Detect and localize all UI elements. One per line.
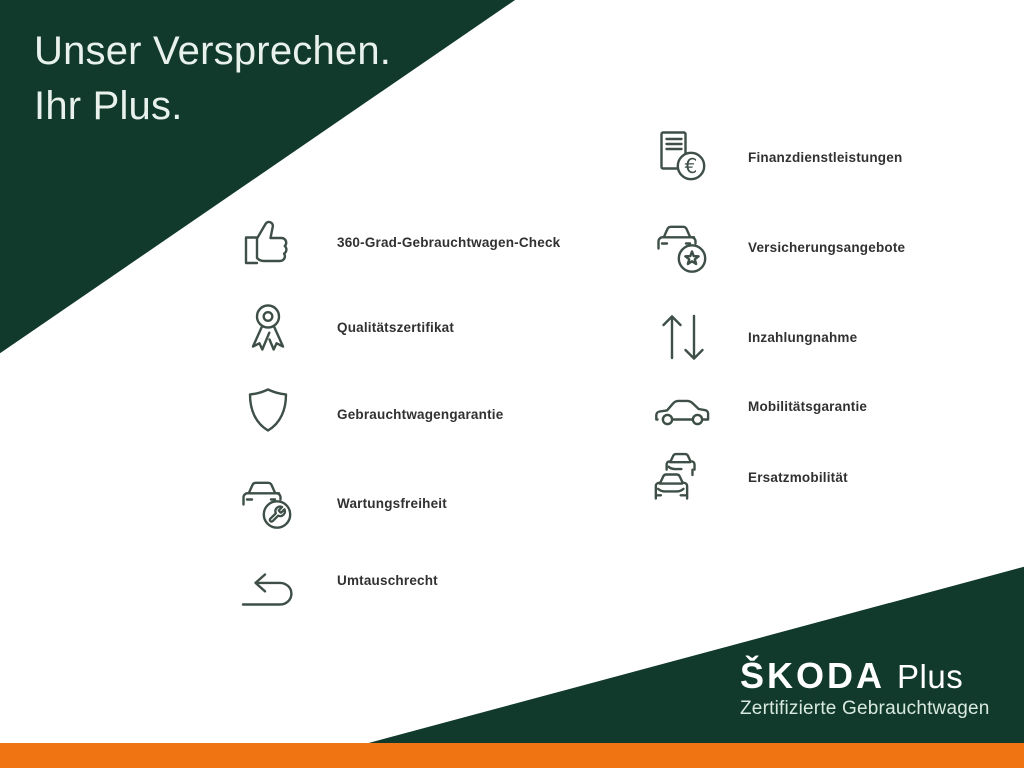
service-label: Gebrauchtwagengarantie <box>337 406 504 422</box>
service-label: Umtauschrecht <box>337 572 438 588</box>
service-label: Finanzdienstleistungen <box>748 149 903 165</box>
service-item-insurance-offers <box>651 215 905 279</box>
quality-rosette-icon <box>236 295 300 359</box>
service-item-exchange-right <box>236 548 438 612</box>
brand-suffix: Plus <box>897 658 964 695</box>
service-label: Versicherungsangebote <box>748 239 906 255</box>
service-item-trade-in <box>651 305 857 369</box>
car-side-icon <box>651 374 715 438</box>
service-item-maintenance-free <box>236 471 447 535</box>
service-item-360-check <box>236 210 560 274</box>
service-item-mobility-guarantee <box>651 374 867 438</box>
page-title-line2: Ihr Plus. <box>34 84 183 128</box>
return-arrow-icon <box>236 548 300 612</box>
page-title-line1: Unser Versprechen. <box>34 29 392 73</box>
shield-icon <box>236 382 300 446</box>
brand-wordmark: ŠKODA <box>740 655 886 696</box>
service-item-quality-certificate <box>236 295 454 359</box>
thumbs-up-icon <box>236 210 300 274</box>
page-title <box>34 24 391 134</box>
skoda-plus-logo <box>740 655 990 720</box>
service-label: Qualitätszertifikat <box>337 319 455 335</box>
service-label: Ersatzmobilität <box>748 469 848 485</box>
svg-text:€: € <box>684 154 698 178</box>
two-cars-icon <box>651 445 715 509</box>
service-item-replacement-mobility <box>651 445 848 509</box>
service-item-financial-services <box>651 125 902 189</box>
service-label: Wartungsfreiheit <box>337 495 447 511</box>
document-euro-icon <box>651 125 715 189</box>
car-wrench-icon <box>236 471 300 535</box>
bottom-orange-bar <box>0 743 1024 768</box>
service-item-warranty <box>236 382 503 446</box>
car-star-icon <box>651 215 715 279</box>
brand-tagline: Zertifizierte Gebrauchtwagen <box>740 698 990 719</box>
up-down-arrows-icon <box>651 305 715 369</box>
service-label: Inzahlungnahme <box>748 329 858 345</box>
service-label: Mobilitätsgarantie <box>748 398 868 414</box>
service-label: 360-Grad-Gebrauchtwagen-Check <box>337 234 561 250</box>
